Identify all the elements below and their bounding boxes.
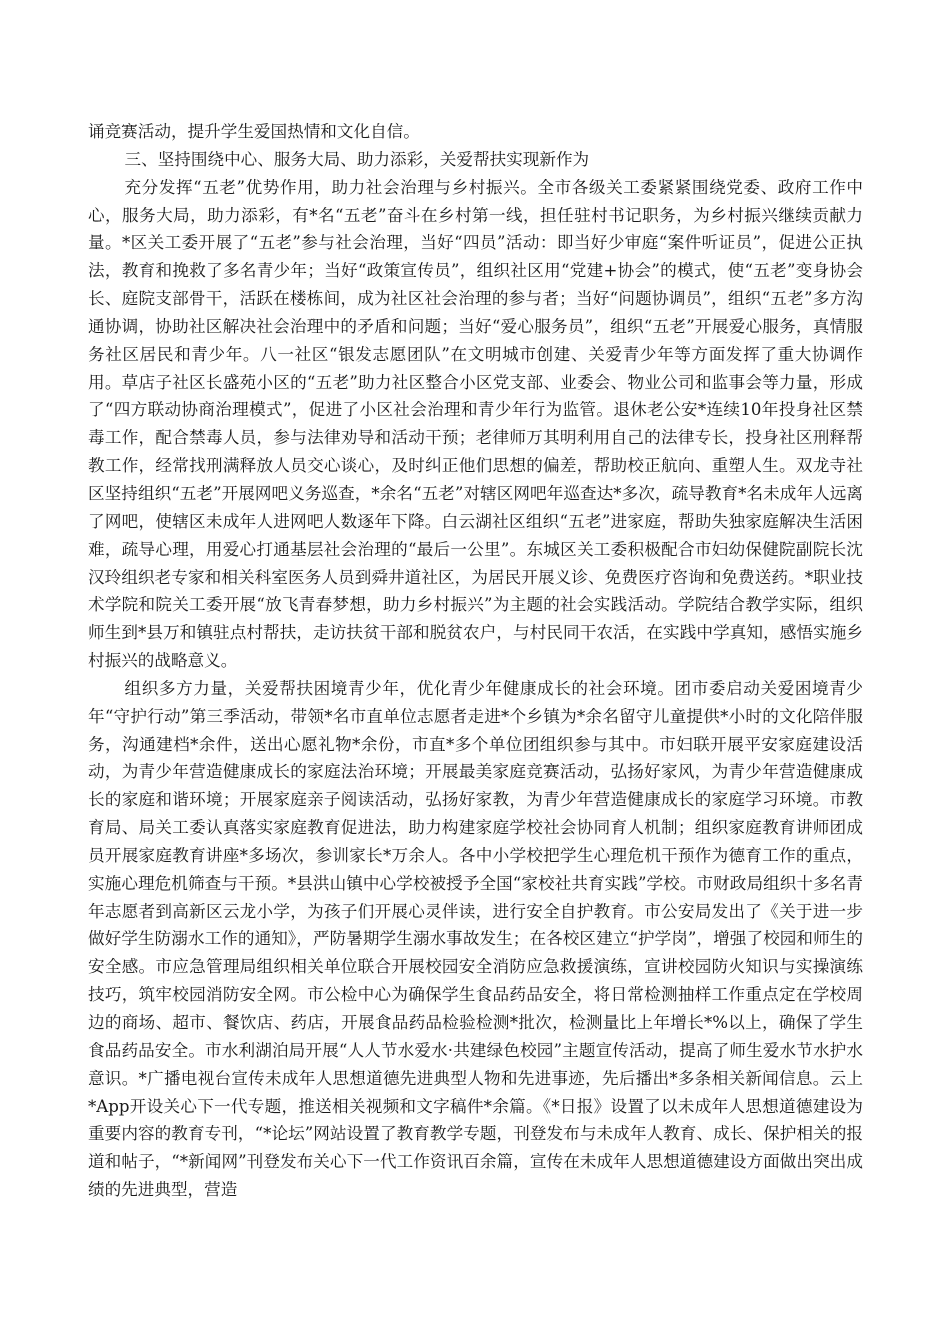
continuation-paragraph: 诵竞赛活动，提升学生爱国热情和文化自信。 [88,122,420,141]
body-paragraph-social-governance: 充分发挥“五老”优势作用，助力社会治理与乡村振兴。全市各级关工委紧紧围绕党委、政府工作中心，服务大局，助力添彩，有*名“五老”奋斗在乡村第一线，担任驻村书记职务，为乡村振兴继续贡献力量。*区关工委开展了“五老”参与社会治理，当好“四员”活动：即当好少审庭“案件听证员”，促进公正执法，教育和挽救了多名青少年；当好“政策宣传员”，组织社区用“党建+协会”的模式，使“五老”变身协会长、庭院支部骨干，活跃在楼栋间，成为社区社会治理的参与者；当好“问题协调员”，组织“五老”多方沟通协调，协助社区解决社会治理中的矛盾和问题；当好“爱心服务员”，组织“五老”开展爱心服务，真情服务社区居民和青少年。八一社区“银发志愿团队”在文明城市创建、关爱青少年等方面发挥了重大协调作用。草店子社区长盛苑小区的“五老”助力社区整合小区党支部、业委会、物业公司和监事会等力量，形成了“四方联动协商治理模式”，促进了小区社会治理和青少年行为监管。退休老公安*连续10年投身社区禁毒工作，配合禁毒人员，参与法律劝导和活动干预；老律师万其明利用自己的法律专长，投身社区刑释帮教工作，经常找刑满释放人员交心谈心，及时纠正他们思想的偏差，帮助校正航向、重塑人生。双龙寺社区坚持组织“五老”开展网吧义务巡查，*余名“五老”对辖区网吧年巡查达*多次，疏导教育*名未成年人远离了网吧，使辖区未成年人进网吧人数逐年下降。白云湖社区组织“五老”进家庭，帮助失独家庭解决生活困难，疏导心理，用爱心打通基层社会治理的“最后一公里”。东城区关工委积极配合市妇幼保健院副院长沈汉玲组织老专家和相关科室医务人员到舜井道社区，为居民开展义诊、免费医疗咨询和免费送药。*职业技术学院和院关工委开展“放飞青春梦想，助力乡村振兴”为主题的社会实践活动。学院结合教学实际，组织师生到*县万和镇驻点村帮扶，走访扶贫干部和脱贫农户，与村民同干农活，在实践中学真知，感悟实施乡村振兴的战略意义。 [88,177,863,671]
body-paragraph-youth-care: 组织多方力量，关爱帮扶困境青少年，优化青少年健康成长的社会环境。团市委启动关爱困境青少年“守护行动”第三季活动，带领*名市直单位志愿者走进*个乡镇为*余名留守儿童提供*小时的文化陪伴服务，沟通建档*余件，送出心愿礼物*余份，市直*多个单位团组织参与其中。市妇联开展平安家庭建设活动，为青少年营造健康成长的家庭法治环境；开展最美家庭竞赛活动，弘扬好家风，为青少年营造健康成长的家庭和谐环境；开展家庭亲子阅读活动，弘扬好家教，为青少年营造健康成长的家庭学习环境。市教育局、局关工委认真落实家庭教育促进法，助力构建家庭学校社会协同育人机制；组织家庭教育讲师团成员开展家庭教育讲座*多场次，参训家长*万余人。各中小学校把学生心理危机干预作为德育工作的重点，实施心理危机筛查与干预。*县洪山镇中心学校被授予全国“家校社共育实践”学校。市财政局组织十多名青年志愿者到高新区云龙小学，为孩子们开展心灵伴读，进行安全自护教育。市公安局发出了《关于进一步做好学生防溺水工作的通知》，严防暑期学生溺水事故发生；在各校区建立“护学岗”，增强了校园和师生的安全感。市应急管理局组织相关单位联合开展校园安全消防应急救援演练，宣讲校园防火知识与实操演练技巧，筑牢校园消防安全网。市公检中心为确保学生食品药品安全，将日常检测抽样工作重点定在学校周边的商场、超市、餐饮店、药店，开展食品药品检验检测*批次，检测量比上年增长*%以上，确保了学生食品药品安全。市水利湖泊局开展“人人节水爱水·共建绿色校园”主题宣传活动，提高了师生爱水节水护水意识。*广播电视台宣传未成年人思想道德先进典型人物和先进事迹，先后播出*多条相关新闻信息。云上*App开设关心下一代专题，推送相关视频和文字稿件*余篇。《*日报》设置了以未成年人思想道德建设为重要内容的教育专刊，“*论坛”网站设置了教育教学专题，刊登发布与未成年人教育、成长、保护相关的报道和帖子，“*新闻网”刊登发布关心下一代工作资讯百余篇，宣传在未成年人思想道德建设方面做出突出成绩的先进典型，营造 [88,678,863,1200]
section-heading: 三、坚持围绕中心、服务大局、助力添彩，关爱帮扶实现新作为 [124,149,590,169]
document-body [88,118,863,1204]
